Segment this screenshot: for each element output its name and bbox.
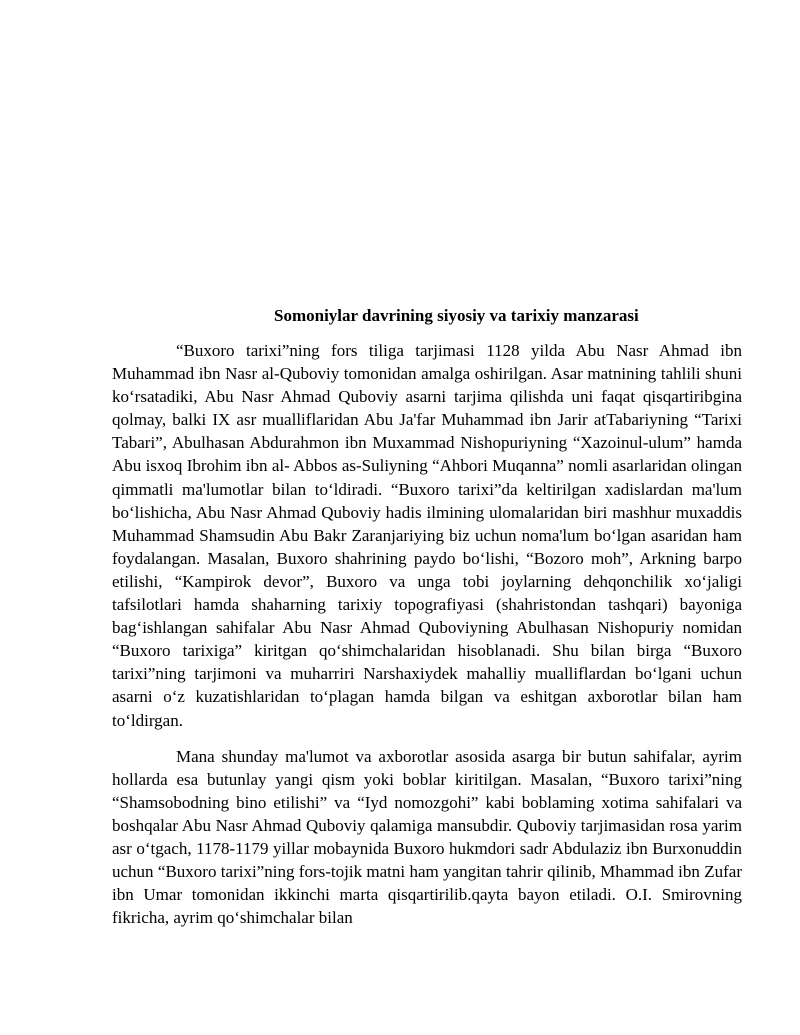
document-title: Somoniylar davrining siyosiy va tarixiy manzarasi [274, 306, 639, 325]
paragraph-1: “Buxoro tarixi”ning fors tiliga tarjimasi 1128 yilda Abu Nasr Ahmad ibn Muhammad ibn Nasr al-Quboviy tomonidan amalga oshirilgan. Asar matnining tahlili shuni ko‘rsatadiki, Abu Nasr Ahmad Quboviy asarni tarjima qilishda uni faqat qisqartiribgina qolmay, balki IX asr mualliflaridan Abu Ja'far Muhammad ibn Jarir atTabariyning “Tarixi Tabari”, Abulhasan Abdurahmon ibn Muxammad Nishopuriyning “Xazoinul-ulum” hamda Abu isxoq Ibrohim ibn al- Abbos as-Suliyning “Ahbori Muqanna” nomli asarlaridan olingan qimmatli ma'lumotlar bilan to‘ldiradi. “Buxoro tarixi”da keltirilgan xadislardan ma'lum bo‘lishicha, Abu Nasr Ahmad Quboviy hadis ilmining ulomalaridan biri mashhur muxaddis Muhammad Shamsudin Abu Bakr Zaranjariying biz uchun noma'lum bo‘lgan asaridan ham foydalangan. Masalan, Buxoro shahrining paydo bo‘lishi, “Bozoro moh”, Arkning barpo etilishi, “Kampirok devor”, Buxoro va unga tobi joylarning dehqonchilik xo‘jaligi tafsilotlari hamda shaharning tarixiy topografiyasi (shahristondan tashqari) bayoniga bag‘ishlangan sahifalar Abu Nasr Ahmad Quboviyning Abulhasan Nishopuriy nomidan “Buxoro tarixiga” kiritgan qo‘shimchalaridan hisoblanadi. Shu bilan birga “Buxoro tarixi”ning tarjimoni va muharriri Narshaxiydek mahalliy mualliflardan bo‘lgani uchun asarni o‘z kuzatishlaridan to‘plagan hamda bilgan va eshitgan axborotlar bilan ham to‘ldirgan. [112, 341, 742, 730]
document-body [112, 339, 742, 929]
paragraph-2: Mana shunday ma'lumot va axborotlar asosida asarga bir butun sahifalar, ayrim hollarda esa butunlay yangi qism yoki boblar kiritilgan. Masalan, “Buxoro tarixi”ning “Shamsobodning bino etilishi” va “Iyd nomozgohi” kabi boblaming xotima sahifalari va boshqalar Abu Nasr Ahmad Quboviy qalamiga mansubdir. Quboviy tarjimasidan rosa yarim asr o‘tgach, 1178-1179 yillar mobaynida Buxoro hukmdori sadr Abdulaziz ibn Burxonuddin uchun “Buxoro tarixi”ning fors-tojik matni ham yangitan tahrir qilinib, Mhammad ibn Zufar ibn Umar tomonidan ikkinchi marta qisqartirilib.qayta bayon etiladi. O.I. Smirovning fikricha, ayrim qo‘shimchalar bilan [112, 746, 742, 928]
